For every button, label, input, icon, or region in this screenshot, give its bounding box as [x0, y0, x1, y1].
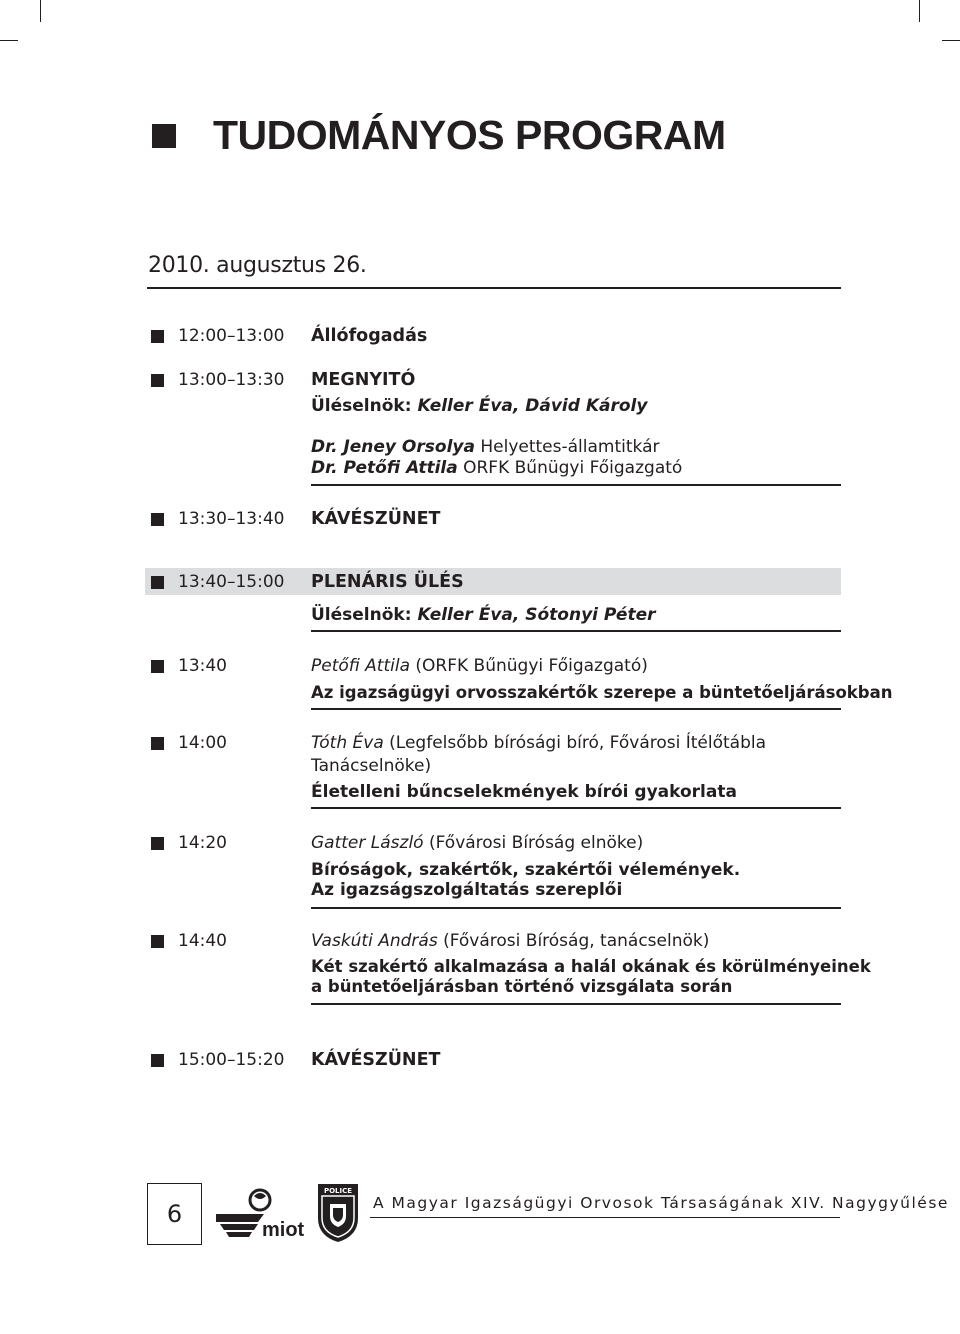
- agenda-time: 13:00–13:30: [178, 370, 285, 390]
- miot-logo: [214, 1186, 306, 1242]
- bullet-square-icon: [151, 737, 164, 750]
- talk-speaker: [311, 931, 709, 951]
- bullet-square-icon: [151, 374, 164, 387]
- bullet-square-icon: [151, 837, 164, 850]
- bullet-square-icon: [151, 935, 164, 948]
- talk-title: a büntetőeljárásban történő vizsgálata során: [311, 977, 733, 996]
- page-number: 6: [166, 1200, 183, 1228]
- talk-title: Az igazságügyi orvosszakértők szerepe a büntetőeljárásokban: [311, 683, 893, 702]
- section-divider: [311, 708, 841, 710]
- agenda-time: 13:40–15:00: [178, 572, 285, 592]
- section-divider: [311, 1003, 841, 1005]
- speaker-name: Gatter László: [311, 833, 424, 853]
- section-divider: [311, 630, 841, 632]
- speaker-affiliation: (ORFK Bűnügyi Főigazgató): [415, 656, 648, 676]
- session-chairs: [311, 396, 647, 416]
- police-badge-text: POLICE: [323, 1187, 353, 1195]
- speaker-affiliation: (Fővárosi Bíróság, tanácselnök): [443, 931, 710, 951]
- agenda-time: 14:40: [178, 931, 227, 951]
- speaker-name: Dr. Petőfi Attila: [311, 458, 458, 478]
- chairs-names: Keller Éva, Dávid Károly: [417, 396, 648, 416]
- bullet-square-icon: [151, 1054, 164, 1067]
- crop-mark: [40, 0, 41, 22]
- speaker-name: Petőfi Attila: [311, 656, 410, 676]
- agenda-label: KÁVÉSZÜNET: [311, 1050, 441, 1070]
- speaker-affiliation-cont: Tanácselnöke): [311, 756, 432, 776]
- crop-mark: [0, 40, 18, 41]
- chairs-names: Keller Éva, Sótonyi Péter: [417, 605, 656, 625]
- title-square-icon: [152, 124, 176, 148]
- talk-speaker: [311, 733, 766, 753]
- crop-mark: [942, 40, 960, 41]
- agenda-time: 14:20: [178, 833, 227, 853]
- bullet-square-icon: [151, 660, 164, 673]
- speaker-name: Tóth Éva: [311, 733, 384, 753]
- agenda-label: PLENÁRIS ÜLÉS: [311, 572, 464, 592]
- speaker-name: Vaskúti András: [311, 931, 438, 951]
- talk-title: Két szakértő alkalmazása a halál okának és körülményeinek: [311, 957, 871, 976]
- chairs-prefix: Üléselnök:: [311, 396, 412, 416]
- talk-speaker: [311, 833, 643, 853]
- section-divider: [311, 807, 841, 809]
- page-title: TUDOMÁNYOS PROGRAM: [213, 112, 726, 158]
- agenda-time: 15:00–15:20: [178, 1050, 285, 1070]
- speaker-role: ORFK Bűnügyi Főigazgató: [463, 458, 683, 478]
- chairs-prefix: Üléselnök:: [311, 605, 412, 625]
- talk-speaker: [311, 656, 648, 676]
- footer-event-text: A Magyar Igazságügyi Orvosok Társaságának XIV. Nagygyűlése: [373, 1194, 949, 1212]
- footer-rule: [370, 1217, 840, 1218]
- talk-title: Bíróságok, szakértők, szakértői vélemények.: [311, 860, 741, 880]
- session-chairs: [311, 605, 656, 625]
- speaker-affiliation: (Legfelsőbb bírósági bíró, Fővárosi Ítélőtábla: [389, 733, 767, 753]
- agenda-time: 13:30–13:40: [178, 509, 285, 529]
- speaker-role: Helyettes-államtitkár: [480, 437, 660, 457]
- opening-speaker: [311, 437, 659, 457]
- program-date: 2010. augusztus 26.: [148, 253, 367, 278]
- section-divider: [311, 907, 841, 909]
- agenda-time: 14:00: [178, 733, 227, 753]
- page-number-box: [147, 1183, 202, 1245]
- bullet-square-icon: [151, 513, 164, 526]
- bullet-square-icon: [151, 330, 164, 343]
- opening-speaker: [311, 458, 682, 478]
- agenda-time: 13:40: [178, 656, 227, 676]
- agenda-time: 12:00–13:00: [178, 326, 285, 346]
- date-divider: [147, 287, 841, 289]
- miot-logo-text: miot: [262, 1219, 305, 1241]
- talk-title: Az igazságszolgáltatás szereplői: [311, 880, 623, 900]
- police-badge-icon: [314, 1182, 362, 1244]
- crop-mark: [919, 0, 920, 22]
- agenda-label: KÁVÉSZÜNET: [311, 509, 441, 529]
- section-divider: [311, 484, 841, 486]
- speaker-name: Dr. Jeney Orsolya: [311, 437, 475, 457]
- agenda-label: Állófogadás: [311, 326, 428, 346]
- bullet-square-icon: [151, 576, 164, 589]
- talk-title: Életelleni bűncselekmények bírói gyakorlata: [311, 782, 737, 802]
- speaker-affiliation: (Fővárosi Bíróság elnöke): [428, 833, 644, 853]
- agenda-label: MEGNYITÓ: [311, 370, 416, 390]
